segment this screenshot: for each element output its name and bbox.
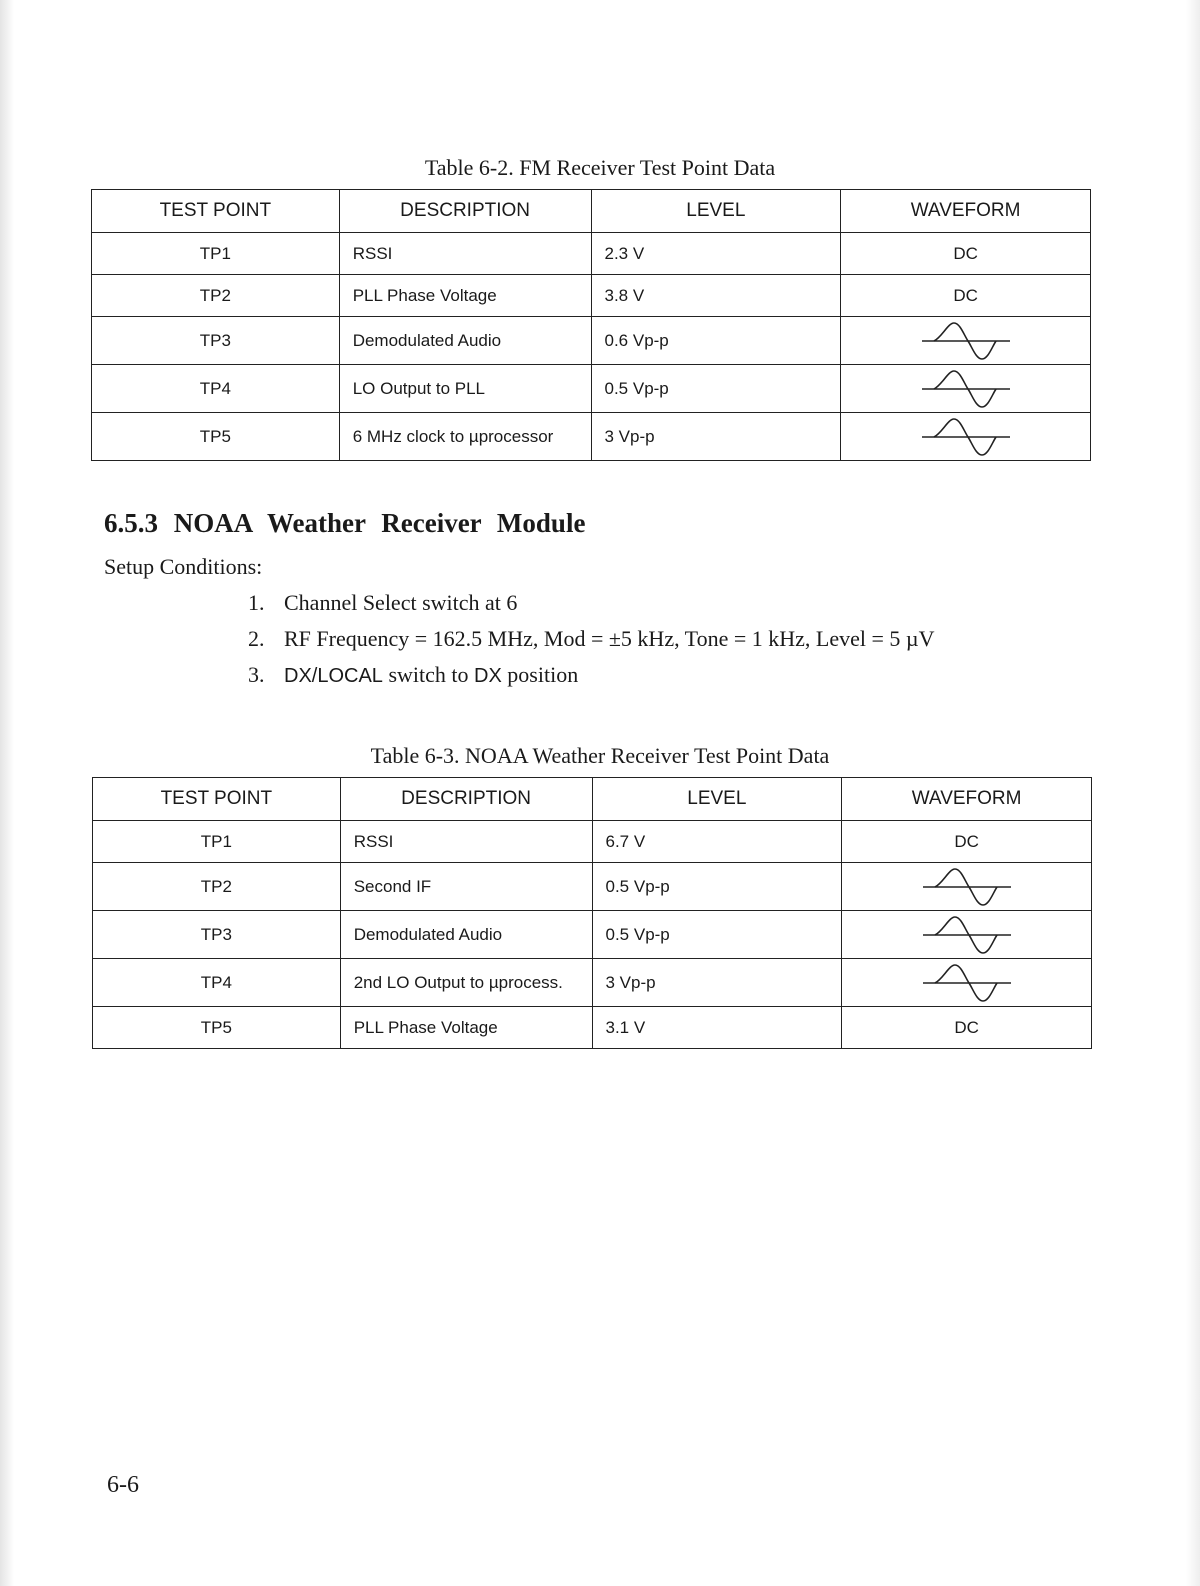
column-header-test-point: TEST POINT [92,190,340,233]
list-item-text-part: position [501,662,579,687]
column-header-level: LEVEL [592,778,842,821]
sine-wave-icon [920,415,1012,459]
table-row [92,233,1091,275]
test-point-cell: TP1 [92,233,340,275]
table-row [92,275,1091,317]
test-point-cell: TP2 [92,275,340,317]
table-row [93,911,1092,959]
waveform-cell: DC [842,1007,1092,1049]
column-header-level: LEVEL [591,190,841,233]
list-item [248,626,934,662]
column-header-waveform: WAVEFORM [842,778,1092,821]
position-name: DX [474,665,502,687]
level-cell: 0.5 Vp-p [591,365,841,413]
list-item-number: 1. [248,590,265,615]
level-cell: 3 Vp-p [591,413,841,461]
sine-wave-icon [921,961,1013,1005]
table-header-row [92,190,1091,233]
noaa-test-point-table [92,777,1092,1049]
sine-wave-icon [921,913,1013,957]
list-item [248,662,934,698]
list-item-text: RF Frequency = 162.5 MHz, Mod = ±5 kHz, Tone = 1 kHz, Level = 5 µV [284,626,935,651]
list-item-number: 3. [248,662,265,687]
waveform-cell: DC [841,275,1091,317]
sine-wave-icon [921,865,1013,909]
table-row [92,317,1091,365]
waveform-cell [842,911,1092,959]
table-header-row [93,778,1092,821]
description-cell: PLL Phase Voltage [339,275,591,317]
level-cell: 6.7 V [592,821,842,863]
table-row [93,959,1092,1007]
description-cell: 2nd LO Output to µprocess. [340,959,592,1007]
test-point-cell: TP3 [92,317,340,365]
table-row [93,863,1092,911]
level-cell: 0.5 Vp-p [592,863,842,911]
level-cell: 2.3 V [591,233,841,275]
list-item-number: 2. [248,626,265,651]
level-cell: 3.8 V [591,275,841,317]
waveform-cell [842,863,1092,911]
list-item-text-part: switch to [382,662,474,687]
waveform-cell: DC [842,821,1092,863]
description-cell: RSSI [339,233,591,275]
test-point-cell: TP3 [93,911,341,959]
list-item-text [284,662,578,698]
fm-test-point-table [91,189,1091,461]
page-edge-shadow-right [1186,0,1200,1586]
table-caption: Table 6-2. FM Receiver Test Point Data [424,155,776,180]
setup-conditions-label: Setup Conditions: [104,554,263,579]
level-cell: 0.5 Vp-p [592,911,842,959]
waveform-cell: DC [841,233,1091,275]
table-row [93,1007,1092,1049]
test-point-cell: TP1 [93,821,341,863]
description-cell: RSSI [340,821,592,863]
waveform-cell [842,959,1092,1007]
sine-wave-icon [920,367,1012,411]
waveform-cell [841,365,1091,413]
section-heading: 6.5.3 NOAA Weather Receiver Module [104,508,586,538]
sine-wave-icon [920,319,1012,363]
description-cell: 6 MHz clock to µprocessor [339,413,591,461]
test-point-cell: TP2 [93,863,341,911]
description-cell: PLL Phase Voltage [340,1007,592,1049]
table-row [93,821,1092,863]
test-point-cell: TP5 [92,413,340,461]
level-cell: 3.1 V [592,1007,842,1049]
test-point-cell: TP4 [92,365,340,413]
column-header-test-point: TEST POINT [93,778,341,821]
description-cell: LO Output to PLL [339,365,591,413]
table-row [92,413,1091,461]
column-header-description: DESCRIPTION [339,190,591,233]
setup-conditions-list [248,590,934,698]
column-header-description: DESCRIPTION [340,778,592,821]
page-edge-shadow [0,0,14,1586]
description-cell: Demodulated Audio [340,911,592,959]
switch-name: DX/LOCAL [284,665,383,687]
description-cell: Second IF [340,863,592,911]
level-cell: 0.6 Vp-p [591,317,841,365]
test-point-cell: TP4 [93,959,341,1007]
waveform-cell [841,317,1091,365]
test-point-cell: TP5 [93,1007,341,1049]
column-header-waveform: WAVEFORM [841,190,1091,233]
list-item [248,590,934,626]
waveform-cell [841,413,1091,461]
description-cell: Demodulated Audio [339,317,591,365]
level-cell: 3 Vp-p [592,959,842,1007]
list-item-text: Channel Select switch at 6 [284,590,518,615]
table-row [92,365,1091,413]
page-number: 6-6 [107,1472,139,1498]
table-caption: Table 6-3. NOAA Weather Receiver Test Point Data [370,743,830,768]
